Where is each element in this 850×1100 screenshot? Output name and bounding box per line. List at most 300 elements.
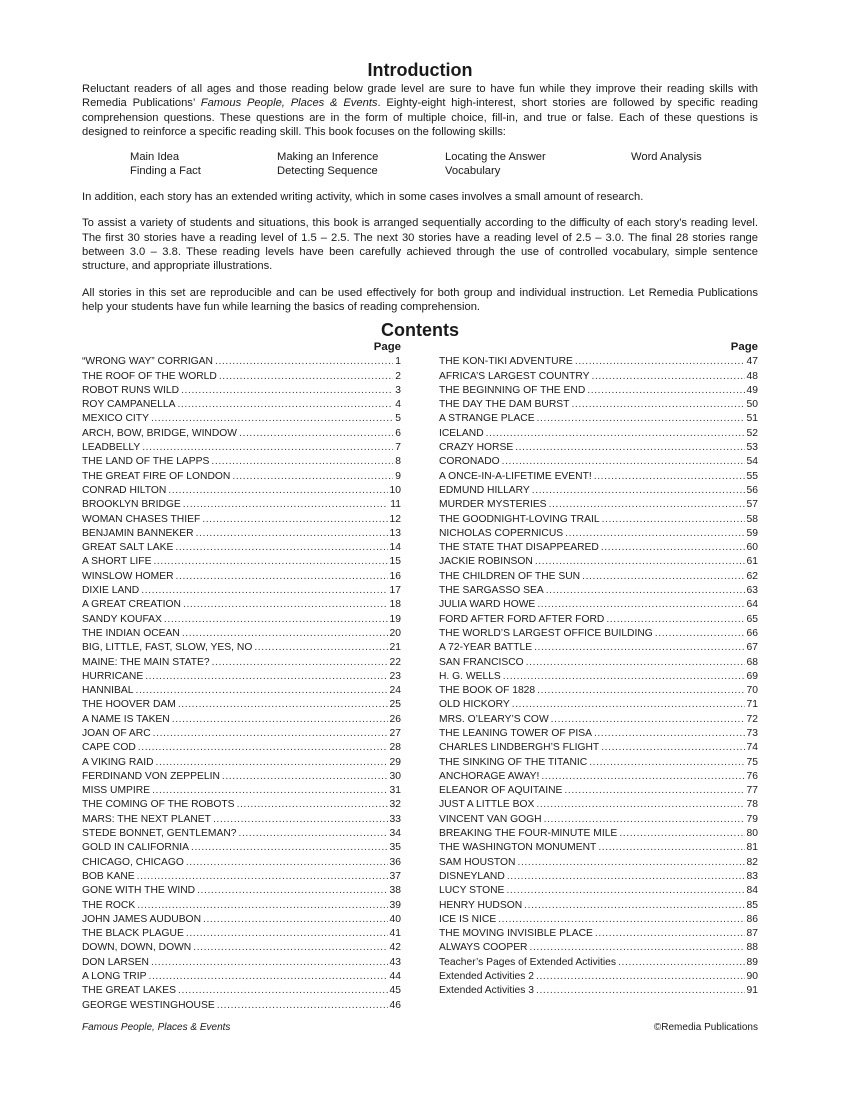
toc-entry [82, 899, 401, 913]
toc-entry-page: 79 [746, 813, 758, 825]
page-column-header: Page [373, 341, 401, 354]
toc-entry [439, 541, 758, 555]
toc-entry-title: A 72-YEAR BATTLE [439, 642, 533, 654]
toc-entry-title: THE GOODNIGHT-LOVING TRAIL [439, 513, 600, 525]
dot-leader [601, 741, 744, 755]
toc-entry [82, 884, 401, 898]
toc-entry-page: 59 [746, 527, 758, 539]
toc-entry-page: 13 [389, 527, 401, 539]
toc-entry-title: A LONG TRIP [82, 971, 147, 983]
dot-leader [486, 427, 745, 441]
toc-entry-title: THE LAND OF THE LAPPS [82, 456, 210, 468]
toc-entry-page: 26 [389, 713, 401, 725]
toc-entry [82, 455, 401, 469]
toc-entry-title: A GREAT CREATION [82, 599, 181, 611]
dot-leader [546, 584, 745, 598]
book-title-italic: Famous People, Places & Events [200, 97, 378, 110]
toc-entry-page: 58 [746, 513, 758, 525]
toc-entry-page: 44 [389, 971, 401, 983]
toc-entry [82, 370, 401, 384]
dot-leader [537, 684, 744, 698]
toc-entry-title: VINCENT VAN GOGH [439, 813, 542, 825]
toc-entry [439, 670, 758, 684]
toc-entry [439, 827, 758, 841]
toc-entry-title: JOAN OF ARC [82, 727, 151, 739]
toc-entry-page: 78 [746, 799, 758, 811]
toc-entry-title: CRAZY HORSE [439, 442, 514, 454]
dot-leader [239, 427, 393, 441]
toc-entry-title: A STRANGE PLACE [439, 413, 535, 425]
dot-leader [595, 927, 745, 941]
toc-entry-page: 1 [395, 356, 401, 368]
toc-entry [439, 470, 758, 484]
toc-entry-title: SAN FRANCISCO [439, 656, 524, 668]
toc-entry-title: THE ROCK [82, 899, 136, 911]
dot-leader [164, 613, 388, 627]
toc-entry [82, 484, 401, 498]
toc-entry [439, 427, 758, 441]
toc-entry [82, 999, 401, 1013]
skills-list [130, 150, 758, 178]
dot-leader [537, 412, 745, 426]
dot-leader [565, 527, 744, 541]
toc-entry-title: DIXIE LAND [82, 585, 140, 597]
toc-entry-page: 49 [746, 384, 758, 396]
toc-entry [82, 441, 401, 455]
dot-leader [655, 627, 745, 641]
toc-entry-title: THE MOVING INVISIBLE PLACE [439, 928, 593, 940]
dot-leader [168, 484, 387, 498]
toc-entry-page: 61 [746, 556, 758, 568]
toc-entry [82, 798, 401, 812]
toc-entry-title: Extended Activities 3 [439, 985, 535, 997]
toc-entry-title: GONE WITH THE WIND [82, 885, 196, 897]
toc-entry [82, 412, 401, 426]
toc-entry-title: ROBOT RUNS WILD [82, 384, 180, 396]
toc-entry [439, 870, 758, 884]
toc-entry-page: 88 [746, 942, 758, 954]
toc-entry-page: 87 [746, 928, 758, 940]
toc-entry-page: 71 [746, 699, 758, 711]
toc-entry-page: 55 [746, 470, 758, 482]
toc-entry [82, 584, 401, 598]
toc-entry-page: 76 [746, 770, 758, 782]
toc-entry [82, 784, 401, 798]
toc-entry-title: THE LEANING TOWER OF PISA [439, 727, 592, 739]
toc-entry [439, 884, 758, 898]
dot-leader [145, 670, 387, 684]
toc-entry [439, 899, 758, 913]
toc-entry-title: CAPE COD [82, 742, 136, 754]
dot-leader [506, 884, 744, 898]
toc-entry-title: THE BEGINNING OF THE END [439, 384, 586, 396]
dot-leader [153, 727, 388, 741]
dot-leader [582, 570, 744, 584]
dot-leader [197, 884, 387, 898]
toc-entry [82, 741, 401, 755]
toc-entry-title: OLD HICKORY [439, 699, 510, 711]
toc-entry [439, 498, 758, 512]
toc-entry-page: 47 [746, 356, 758, 368]
toc-entry-page: 34 [389, 828, 401, 840]
toc-entry-title: “WRONG WAY” CORRIGAN [82, 356, 213, 368]
toc-entry [82, 627, 401, 641]
toc-entry [82, 398, 401, 412]
dot-leader [178, 698, 388, 712]
toc-entry-title: Extended Activities 2 [439, 971, 535, 983]
toc-entry [82, 841, 401, 855]
dot-leader [181, 384, 393, 398]
toc-entry-page: 65 [746, 613, 758, 625]
toc-entry [82, 555, 401, 569]
toc-entry [439, 656, 758, 670]
toc-entry-title: GOLD IN CALIFORNIA [82, 842, 189, 854]
toc-entry-title: Teacher’s Pages of Extended Activities [439, 956, 617, 968]
dot-leader [502, 455, 745, 469]
toc-entry [439, 856, 758, 870]
toc-entry-title: THE SINKING OF THE TITANIC [439, 756, 588, 768]
dot-leader [196, 527, 388, 541]
toc-entry-page: 35 [389, 842, 401, 854]
dot-leader [606, 613, 744, 627]
toc-entry-title: BROOKLYN BRIDGE [82, 499, 181, 511]
dot-leader [541, 770, 744, 784]
skill-word-analysis: Word Analysis [631, 151, 702, 164]
toc-entry-page: 11 [390, 499, 401, 511]
intro-paragraph-4: All stories in this set are reproducible and can be used effectively for both group and individual instruction. Let Remedia Publications help your students have fun while learning the basics of reading comprehension. [82, 286, 758, 313]
toc-entry-page: 70 [746, 685, 758, 697]
dot-leader [571, 398, 744, 412]
intro-p1-text-a: Reluctant readers of all ages and those reading below grade level are sure to have fun while they improve their reading skills with Remedia Publications’ [82, 83, 758, 110]
toc-entry-page: 14 [389, 542, 401, 554]
toc-entry [82, 498, 401, 512]
dot-leader [532, 484, 745, 498]
toc-entry [82, 641, 401, 655]
toc-entry [439, 384, 758, 398]
toc-entry-page: 30 [389, 770, 401, 782]
toc-entry-title: MARS: THE NEXT PLANET [82, 813, 211, 825]
toc-entry-page: 15 [389, 556, 401, 568]
toc-entry [82, 956, 401, 970]
toc-entry [82, 598, 401, 612]
dot-leader [186, 927, 388, 941]
dot-leader [618, 956, 744, 970]
toc-entry [439, 741, 758, 755]
toc-entry-title: GREAT SALT LAKE [82, 542, 174, 554]
dot-leader [524, 899, 744, 913]
toc-entry-title: HURRICANE [82, 670, 144, 682]
toc-entry-page: 7 [395, 442, 401, 454]
toc-entry-title: A NAME IS TAKEN [82, 713, 170, 725]
toc-entry-page: 16 [389, 570, 401, 582]
toc-entry-title: BREAKING THE FOUR-MINUTE MILE [439, 828, 618, 840]
toc-entry-title: CORONADO [439, 456, 500, 468]
toc-entry [439, 970, 758, 984]
toc-entry-page: 86 [746, 913, 758, 925]
toc-entry-page: 84 [746, 885, 758, 897]
toc-entry-page: 36 [389, 856, 401, 868]
toc-entry-title: THE DAY THE DAM BURST [439, 399, 570, 411]
toc-entry [82, 770, 401, 784]
dot-leader [544, 813, 745, 827]
toc-entry-title: ICELAND [439, 427, 484, 439]
toc-entry-title: ROY CAMPANELLA [82, 399, 176, 411]
toc-entry [439, 398, 758, 412]
toc-entry-page: 42 [389, 942, 401, 954]
dot-leader [591, 370, 744, 384]
toc-entry [439, 927, 758, 941]
dot-leader [564, 784, 744, 798]
toc-entry-page: 63 [746, 585, 758, 597]
toc-entry-page: 23 [389, 670, 401, 682]
toc-entry-page: 39 [389, 899, 401, 911]
toc-entry-page: 81 [746, 842, 758, 854]
dot-leader [151, 956, 388, 970]
toc-entry [439, 598, 758, 612]
toc-entry-title: GEORGE WESTINGHOUSE [82, 999, 215, 1011]
toc-entry-page: 62 [746, 570, 758, 582]
dot-leader [212, 656, 388, 670]
toc-entry [82, 656, 401, 670]
toc-entry [439, 684, 758, 698]
toc-entry [439, 770, 758, 784]
toc-entry-page: 89 [746, 956, 758, 968]
contents-column-left [82, 341, 401, 1013]
toc-entry-title: THE ROOF OF THE WORLD [82, 370, 217, 382]
dot-leader [238, 827, 387, 841]
toc-entry [439, 798, 758, 812]
toc-entry-page: 69 [746, 670, 758, 682]
dot-leader [536, 970, 745, 984]
toc-entry [82, 941, 401, 955]
dot-leader [594, 727, 745, 741]
toc-entry-page: 85 [746, 899, 758, 911]
toc-entry [82, 856, 401, 870]
toc-entry-page: 74 [746, 742, 758, 754]
skill-finding-fact: Finding a Fact [130, 165, 201, 178]
toc-entry-title: CONRAD HILTON [82, 484, 167, 496]
toc-entry-title: CHARLES LINDBERGH’S FLIGHT [439, 742, 600, 754]
toc-entry-page: 38 [389, 885, 401, 897]
toc-entry-page: 91 [746, 985, 758, 997]
introduction-heading: Introduction [367, 60, 473, 80]
toc-entry-title: ICE IS NICE [439, 913, 497, 925]
toc-entry-page: 45 [389, 985, 401, 997]
dot-leader [517, 856, 744, 870]
toc-entry-title: MURDER MYSTERIES [439, 499, 547, 511]
dot-leader [551, 713, 745, 727]
intro-p1-text-b: . Eighty-eight high-interest, short stories are followed by specific reading comprehension questions. These questions are in the form of multiple choice, fill-in, and true or false. Each of these questions is designed to reinforce a specific reading skill. This book focuses on the following skills: [82, 97, 758, 138]
dot-leader [136, 684, 388, 698]
toc-entry-page: 43 [389, 956, 401, 968]
toc-entry-title: DOWN, DOWN, DOWN [82, 942, 192, 954]
document-page [82, 58, 758, 1013]
toc-entry [439, 713, 758, 727]
intro-paragraph-1 [82, 82, 758, 139]
dot-leader [535, 555, 745, 569]
dot-leader [138, 741, 388, 755]
dot-leader [191, 841, 388, 855]
toc-entry-page: 66 [746, 627, 758, 639]
dot-leader [503, 670, 745, 684]
toc-entry [82, 670, 401, 684]
toc-entry [82, 541, 401, 555]
toc-entry-title: DISNEYLAND [439, 870, 505, 882]
toc-entry [439, 698, 758, 712]
toc-entry-page: 6 [395, 427, 401, 439]
toc-entry [439, 784, 758, 798]
toc-entry-title: THE GREAT FIRE OF LONDON [82, 470, 231, 482]
toc-entry-title: THE STATE THAT DISAPPEARED [439, 542, 599, 554]
dot-leader [575, 355, 745, 369]
skill-making-inference: Making an Inference [277, 151, 379, 164]
dot-leader [213, 813, 388, 827]
toc-entry [439, 527, 758, 541]
toc-entry-page: 77 [746, 785, 758, 797]
toc-entry-title: LUCY STONE [439, 885, 505, 897]
toc-entry-page: 80 [746, 828, 758, 840]
toc-entry-page: 41 [389, 928, 401, 940]
toc-entry [439, 641, 758, 655]
toc-entry-page: 83 [746, 870, 758, 882]
toc-entry-title: BIG, LITTLE, FAST, SLOW, YES, NO [82, 642, 253, 654]
dot-leader [177, 398, 393, 412]
toc-entry-page: 90 [746, 971, 758, 983]
toc-entry-page: 54 [746, 456, 758, 468]
toc-entry-title: WOMAN CHASES THIEF [82, 513, 201, 525]
toc-entry-title: THE SARGASSO SEA [439, 585, 544, 597]
toc-entry [439, 613, 758, 627]
dot-leader [175, 541, 387, 555]
dot-leader [601, 541, 745, 555]
dot-leader [254, 641, 387, 655]
dot-leader [232, 470, 393, 484]
toc-entry-title: THE INDIAN OCEAN [82, 627, 180, 639]
toc-entry-title: BENJAMIN BANNEKER [82, 527, 194, 539]
toc-entry-page: 28 [389, 742, 401, 754]
contents-heading: Contents [381, 320, 459, 341]
dot-leader [515, 441, 744, 455]
toc-entry-title: A ONCE-IN-A-LIFETIME EVENT! [439, 470, 592, 482]
dot-leader [498, 913, 744, 927]
toc-entry [439, 412, 758, 426]
skill-detecting-sequence: Detecting Sequence [277, 165, 378, 178]
dot-leader [183, 498, 389, 512]
toc-entry-page: 51 [746, 413, 758, 425]
toc-entry [439, 913, 758, 927]
toc-entry-title: ALWAYS COOPER [439, 942, 528, 954]
toc-entry [439, 584, 758, 598]
dot-leader [619, 827, 744, 841]
toc-entry-title: MISS UMPIRE [82, 785, 151, 797]
toc-entry-title: WINSLOW HOMER [82, 570, 174, 582]
toc-entry [439, 555, 758, 569]
dot-leader [211, 455, 393, 469]
toc-entry-title: THE CHILDREN OF THE SUN [439, 570, 581, 582]
dot-leader [137, 899, 387, 913]
toc-entry-page: 21 [389, 642, 401, 654]
dot-leader [203, 913, 388, 927]
skill-main-idea: Main Idea [130, 151, 180, 164]
dot-leader [202, 513, 387, 527]
toc-entry-page: 20 [389, 627, 401, 639]
toc-entry-page: 82 [746, 856, 758, 868]
toc-entry [439, 841, 758, 855]
toc-entry-title: THE WORLD’S LARGEST OFFICE BUILDING [439, 627, 653, 639]
dot-leader [215, 355, 393, 369]
toc-entry-title: A SHORT LIFE [82, 556, 152, 568]
dot-leader [602, 513, 745, 527]
toc-entry-page: 68 [746, 656, 758, 668]
toc-entry [82, 827, 401, 841]
dot-leader [193, 941, 387, 955]
toc-entry-page: 10 [389, 484, 401, 496]
contents-columns [82, 341, 758, 1013]
toc-entry-title: THE BOOK OF 1828 [439, 685, 536, 697]
toc-entry [439, 570, 758, 584]
dot-leader [186, 856, 388, 870]
toc-entry-page: 3 [395, 384, 401, 396]
toc-entry-title: NICHOLAS COPERNICUS [439, 527, 564, 539]
toc-entry-page: 12 [389, 513, 401, 525]
toc-entry-page: 53 [746, 442, 758, 454]
toc-entry-title: ANCHORAGE AWAY! [439, 770, 540, 782]
dot-leader [172, 713, 388, 727]
toc-entry [439, 484, 758, 498]
toc-entry [82, 613, 401, 627]
dot-leader [153, 555, 387, 569]
dot-leader [589, 756, 744, 770]
dot-leader [222, 770, 388, 784]
toc-entry-page: 4 [395, 399, 401, 411]
footer-book-title: Famous People, Places & Events [82, 1022, 231, 1033]
toc-entry-page: 32 [389, 799, 401, 811]
toc-entry-title: STEDE BONNET, GENTLEMAN? [82, 828, 237, 840]
dot-leader [530, 941, 745, 955]
toc-entry-page: 56 [746, 484, 758, 496]
toc-entry-page: 64 [746, 599, 758, 611]
toc-entry [82, 870, 401, 884]
toc-entry-title: THE BLACK PLAGUE [82, 928, 184, 940]
toc-entry-title: MEXICO CITY [82, 413, 149, 425]
toc-entry [82, 913, 401, 927]
toc-entry-page: 27 [389, 727, 401, 739]
toc-entry-title: SANDY KOUFAX [82, 613, 162, 625]
intro-paragraph-3: To assist a variety of students and situations, this book is arranged sequentially according to the difficulty of each story’s reading level. The first 30 stories have a reading level of 1.5 – 2.5. The next 30 stories have a reading level of 2.5 – 3.0. The final 28 stories range between 3.0 – 3.8. These reading levels have been carefully achieved through the use of controlled vocabulary, simple sentence structure, and appropriate illustrations. [82, 217, 758, 273]
toc-entry-page: 18 [389, 599, 401, 611]
toc-entry [82, 513, 401, 527]
toc-entry-page: 19 [389, 613, 401, 625]
toc-entry [82, 813, 401, 827]
toc-entry-page: 25 [389, 699, 401, 711]
toc-entry [82, 570, 401, 584]
toc-entry-title: EDMUND HILLARY [439, 484, 530, 496]
toc-entry-page: 8 [395, 456, 401, 468]
dot-leader [217, 999, 388, 1013]
toc-entry-title: HANNIBAL [82, 685, 134, 697]
toc-entry-title: FERDINAND VON ZEPPELIN [82, 770, 220, 782]
toc-entry [82, 684, 401, 698]
toc-entry [439, 355, 758, 369]
dot-leader [587, 384, 744, 398]
toc-entry [439, 727, 758, 741]
dot-leader [598, 841, 744, 855]
toc-entry-page: 50 [746, 399, 758, 411]
page-footer [82, 1022, 758, 1033]
toc-entry-title: MAINE: THE MAIN STATE? [82, 656, 210, 668]
dot-leader [141, 584, 387, 598]
dot-leader [526, 656, 745, 670]
